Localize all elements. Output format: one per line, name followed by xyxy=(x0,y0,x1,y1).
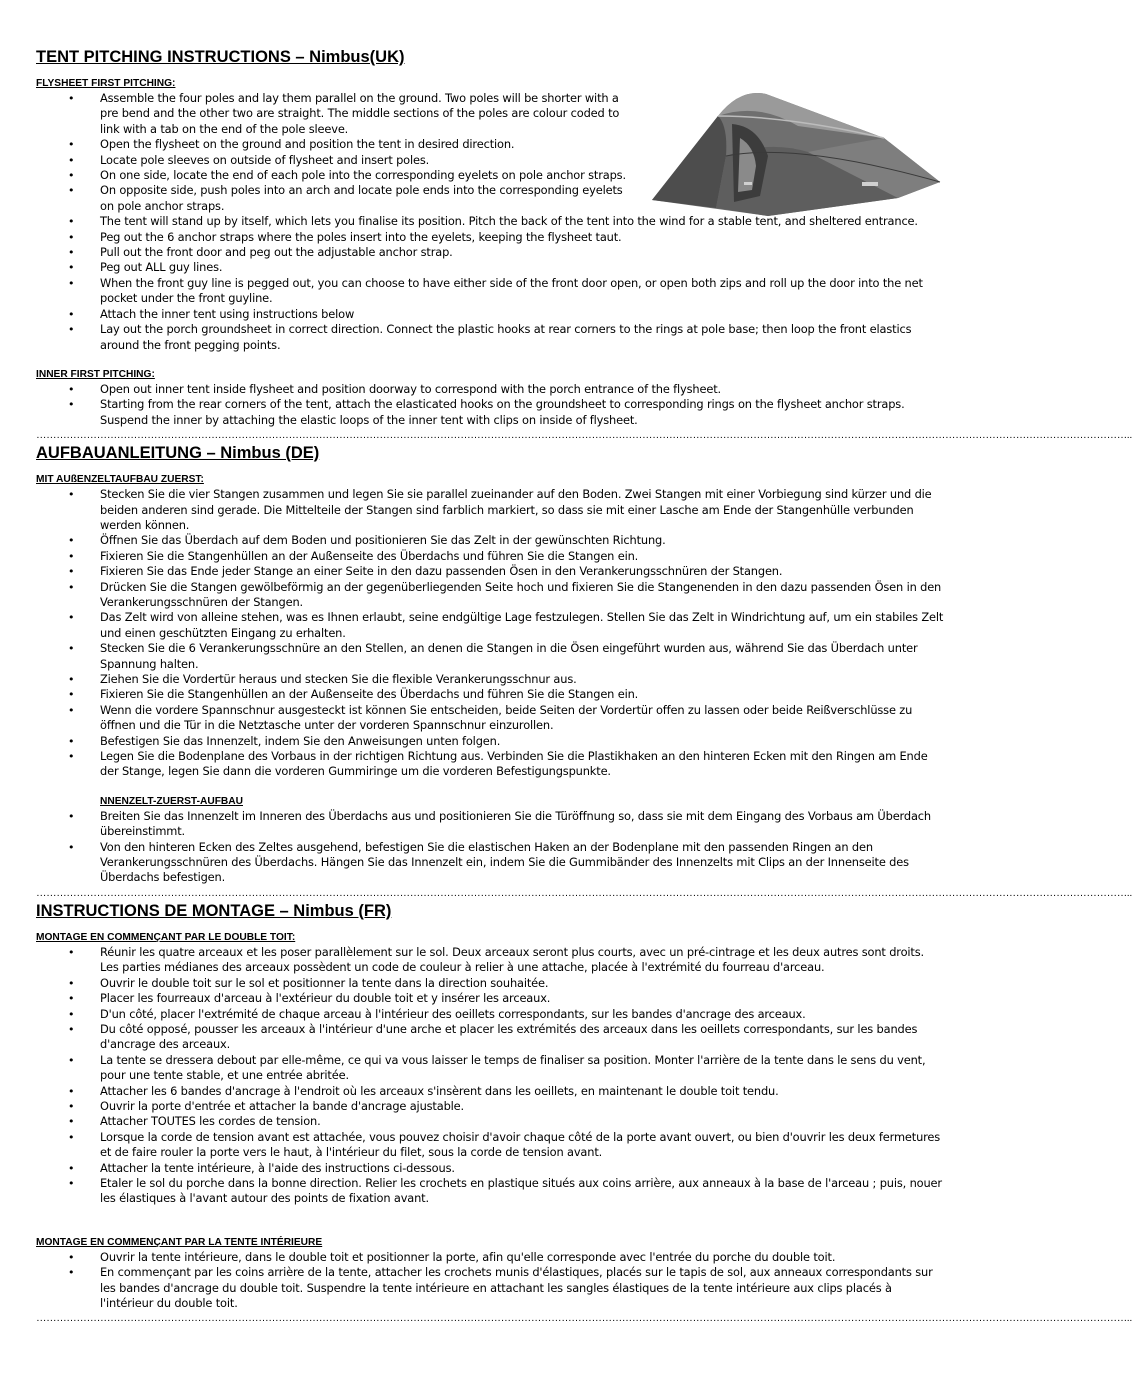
list-item: • Ouvrir le double toit sur le sol et positionner la tente dans la direction souhaitée. xyxy=(36,976,944,991)
list-item: • Öffnen Sie das Überdach auf dem Boden und positionieren Sie das Zelt in der gewünschten Richtung. xyxy=(36,533,944,548)
uk-inner-heading: INNER FIRST PITCHING: xyxy=(36,368,155,380)
uk-inner-list xyxy=(36,382,944,428)
list-item: • Drücken Sie die Stangen gewölbeförmig an der gegenüberliegenden Seite hoch und fixieren Sie die Stangenenden in den dazu passenden Ösen in den Verankerungsschnüren der Stangen. xyxy=(36,580,944,611)
uk-flysheet-list xyxy=(36,214,944,353)
list-item: • D'un côté, placer l'extrémité de chaque arceau à l'intérieur des oeillets correspondants, sur les bandes d'ancrage des arceaux. xyxy=(36,1007,944,1022)
list-item: • Open out inner tent inside flysheet and position doorway to correspond with the porch entrance of the flysheet. xyxy=(36,382,944,397)
list-item: • When the front guy line is pegged out, you can choose to have either side of the front door open, or open both zips and roll up the door into the net pocket under the front guyline. xyxy=(36,276,944,307)
uk-title: TENT PITCHING INSTRUCTIONS – Nimbus(UK) xyxy=(36,48,405,66)
list-item: • Breiten Sie das Innenzelt im Inneren des Überdachs aus und positionieren Sie die Türöffnung so, dass sie mit dem Eingang des Vorbaus am Überdach übereinstimmt. xyxy=(36,809,944,840)
list-item: • En commençant par les coins arrière de la tente, attacher les crochets munis d'élastiques, placés sur le tapis de sol, aux anneaux correspondants sur les bandes d'ancrage du double toit. Suspendre la tente intérieure en attachant les sangles élastiques de la tente intérieure aux clips placés à l'intérieur du double toit. xyxy=(36,1265,944,1311)
de-flysheet-heading: MIT AUßENZELTAUFBAU ZUERST: xyxy=(36,474,204,486)
list-item: • Assemble the four poles and lay them parallel on the ground. Two poles will be shorter with a pre bend and the other two are straight. The middle sections of the poles are colour coded to link with a tab on the end of the pole sleeve. xyxy=(36,91,628,137)
list-item: • Peg out the 6 anchor straps where the poles insert into the eyelets, keeping the flysheet taut. xyxy=(36,230,944,245)
section-separator: ……………………………………………………………………………………………………………………………………………………………………………………………………………………………………………………………………………………………….. xyxy=(36,886,1132,899)
de-flysheet-list xyxy=(36,487,944,780)
list-item: • Fixieren Sie das Ende jeder Stange an einer Seite in den dazu passenden Ösen in den Verankerungsschnüren der Stangen. xyxy=(36,564,944,579)
list-item: • Ziehen Sie die Vordertür heraus und stecken Sie die flexible Verankerungsschnur aus. xyxy=(36,672,944,687)
list-item: • Pull out the front door and peg out the adjustable anchor strap. xyxy=(36,245,944,260)
list-item: • Du côté opposé, pousser les arceaux à l'intérieur d'une arche et placer les extrémités des arceaux dans les oeillets correspondants, sur les bandes d'ancrage des arceaux. xyxy=(36,1022,944,1053)
fr-inner-heading: MONTAGE EN COMMENÇANT PAR LA TENTE INTÉRIEURE xyxy=(36,1236,323,1248)
section-separator: ……………………………………………………………………………………………………………………………………………………………………………………………………………………………………………………………………………………………….. xyxy=(36,429,1132,442)
uk-flysheet-list-narrow xyxy=(36,91,944,214)
list-item: • Lorsque la corde de tension avant est attachée, vous pouvez choisir d'avoir chaque côté de la porte avant ouvert, ou bien d'ouvrir les deux fermetures et de faire rouler la porte vers le haut, à l'intérieur du filet, sous la corde de tension avant. xyxy=(36,1130,944,1161)
list-item: • Von den hinteren Ecken des Zeltes ausgehend, befestigen Sie die elastischen Haken an der Bodenplane mit den passenden Ringen an den Verankerungsschnüren des Überdachs. Hängen Sie das Innenzelt ein, indem Sie die Gummibänder des Innenzelts mit Clips an der Innenseite des Überdachs befestigen. xyxy=(36,840,944,886)
list-item: • Stecken Sie die vier Stangen zusammen und legen Sie sie parallel zueinander auf den Boden. Zwei Stangen mit einer Vorbiegung sind kürzer und die beiden anderen sind gerade. Die Mittelteile der Stangen sind farblich markiert, so dass sie mit einer Lasche am Ende der Stangenhülle verbunden werden können. xyxy=(36,487,944,533)
list-item: • Fixieren Sie die Stangenhüllen an der Außenseite des Überdachs und führen Sie die Stangen ein. xyxy=(36,687,944,702)
list-item: • Ouvrir la porte d'entrée et attacher la bande d'ancrage ajustable. xyxy=(36,1099,944,1114)
list-item: • Wenn die vordere Spannschnur ausgesteckt ist können Sie entscheiden, beide Seiten der Vordertür offen zu lassen oder beide Reißverschlüsse zu öffnen und die Tür in die Netztasche unter der vorderen Spannschnur einzurollen. xyxy=(36,703,944,734)
list-item: • Lay out the porch groundsheet in correct direction. Connect the plastic hooks at rear corners to the rings at pole base; then loop the front elastics around the front pegging points. xyxy=(36,322,944,353)
list-item: • Réunir les quatre arceaux et les poser parallèlement sur le sol. Deux arceaux seront plus courts, avec un pré-cintrage et les deux autres sont droits. Les parties médianes des arceaux possèdent un code de couleur à relier à une attache, placée à l'extrémité du fourreau d'arceau. xyxy=(36,945,944,976)
list-item: • Befestigen Sie das Innenzelt, indem Sie den Anweisungen unten folgen. xyxy=(36,734,944,749)
section-separator: ……………………………………………………………………………………………………………………………………………………………………………………………………………………………………………………………………………………………….. xyxy=(36,1312,1132,1325)
list-item: • Open the flysheet on the ground and position the tent in desired direction. xyxy=(36,137,628,152)
list-item: • Das Zelt wird von alleine stehen, was es Ihnen erlaubt, seine endgültige Lage festzulegen. Stellen Sie das Zelt in Windrichtung auf, um ein stabiles Zelt und einen geschützten Eingang zu erhalten. xyxy=(36,610,944,641)
list-item: • Locate pole sleeves on outside of flysheet and insert poles. xyxy=(36,153,628,168)
list-item: • Attach the inner tent using instructions below xyxy=(36,307,944,322)
fr-title: INSTRUCTIONS DE MONTAGE – Nimbus (FR) xyxy=(36,901,392,920)
list-item: • Attacher les 6 bandes d'ancrage à l'endroit où les arceaux s'insèrent dans les oeillets, en maintenant le double toit tendu. xyxy=(36,1084,944,1099)
de-inner-heading: NNENZELT-ZUERST-AUFBAU xyxy=(100,795,243,807)
uk-flysheet-heading: FLYSHEET FIRST PITCHING: xyxy=(36,78,176,89)
list-item: • Ouvrir la tente intérieure, dans le double toit et positionner la porte, afin qu'elle corresponde avec l'entrée du porche du double toit. xyxy=(36,1250,944,1265)
list-item: • Fixieren Sie die Stangenhüllen an der Außenseite des Überdachs und führen Sie die Stangen ein. xyxy=(36,549,944,564)
de-inner-list xyxy=(36,809,944,886)
list-item: • Placer les fourreaux d'arceau à l'extérieur du double toit et y insérer les arceaux. xyxy=(36,991,944,1006)
fr-flysheet-heading: MONTAGE EN COMMENÇANT PAR LE DOUBLE TOIT: xyxy=(36,931,296,943)
fr-inner-list xyxy=(36,1250,944,1312)
list-item: • La tente se dressera debout par elle-même, ce qui va vous laisser le temps de finaliser sa position. Monter l'arrière de la tente dans le sens du vent, pour une tente stable, et une entrée abritée. xyxy=(36,1053,944,1084)
de-title: AUFBAUANLEITUNG – Nimbus (DE) xyxy=(36,444,320,463)
list-item: • Etaler le sol du porche dans la bonne direction. Relier les crochets en plastique situés aux coins arrière, aux anneaux à la base de l'arceau ; puis, nouer les élastiques à l'avant autour des points de fixation avant. xyxy=(36,1176,944,1207)
list-item: • The tent will stand up by itself, which lets you finalise its position. Pitch the back of the tent into the wind for a stable tent, and sheltered entrance. xyxy=(36,214,944,229)
list-item: • On opposite side, push poles into an arch and locate pole ends into the corresponding eyelets on pole anchor straps. xyxy=(36,183,628,214)
list-item: • Starting from the rear corners of the tent, attach the elasticated hooks on the groundsheet to corresponding rings on the flysheet anchor straps. Suspend the inner by attaching the elastic loops of the inner tent with clips on inside of flysheet. xyxy=(36,397,944,428)
list-item: • Peg out ALL guy lines. xyxy=(36,260,944,275)
list-item: • Stecken Sie die 6 Verankerungsschnüre an den Stellen, an denen die Stangen in die Ösen eingeführt wurden aus, während Sie das Überdach unter Spannung halten. xyxy=(36,641,944,672)
list-item: • Legen Sie die Bodenplane des Vorbaus in der richtigen Richtung aus. Verbinden Sie die Plastikhaken an den hinteren Ecken mit den Ringen am Ende der Stange, legen Sie dann die vorderen Gummiringe um die vorderen Befestigungspunkte. xyxy=(36,749,944,780)
list-item: • Attacher la tente intérieure, à l'aide des instructions ci-dessous. xyxy=(36,1161,944,1176)
list-item: • Attacher TOUTES les cordes de tension. xyxy=(36,1114,944,1129)
fr-flysheet-list xyxy=(36,945,944,1207)
list-item: • On one side, locate the end of each pole into the corresponding eyelets on pole anchor straps. xyxy=(36,168,628,183)
